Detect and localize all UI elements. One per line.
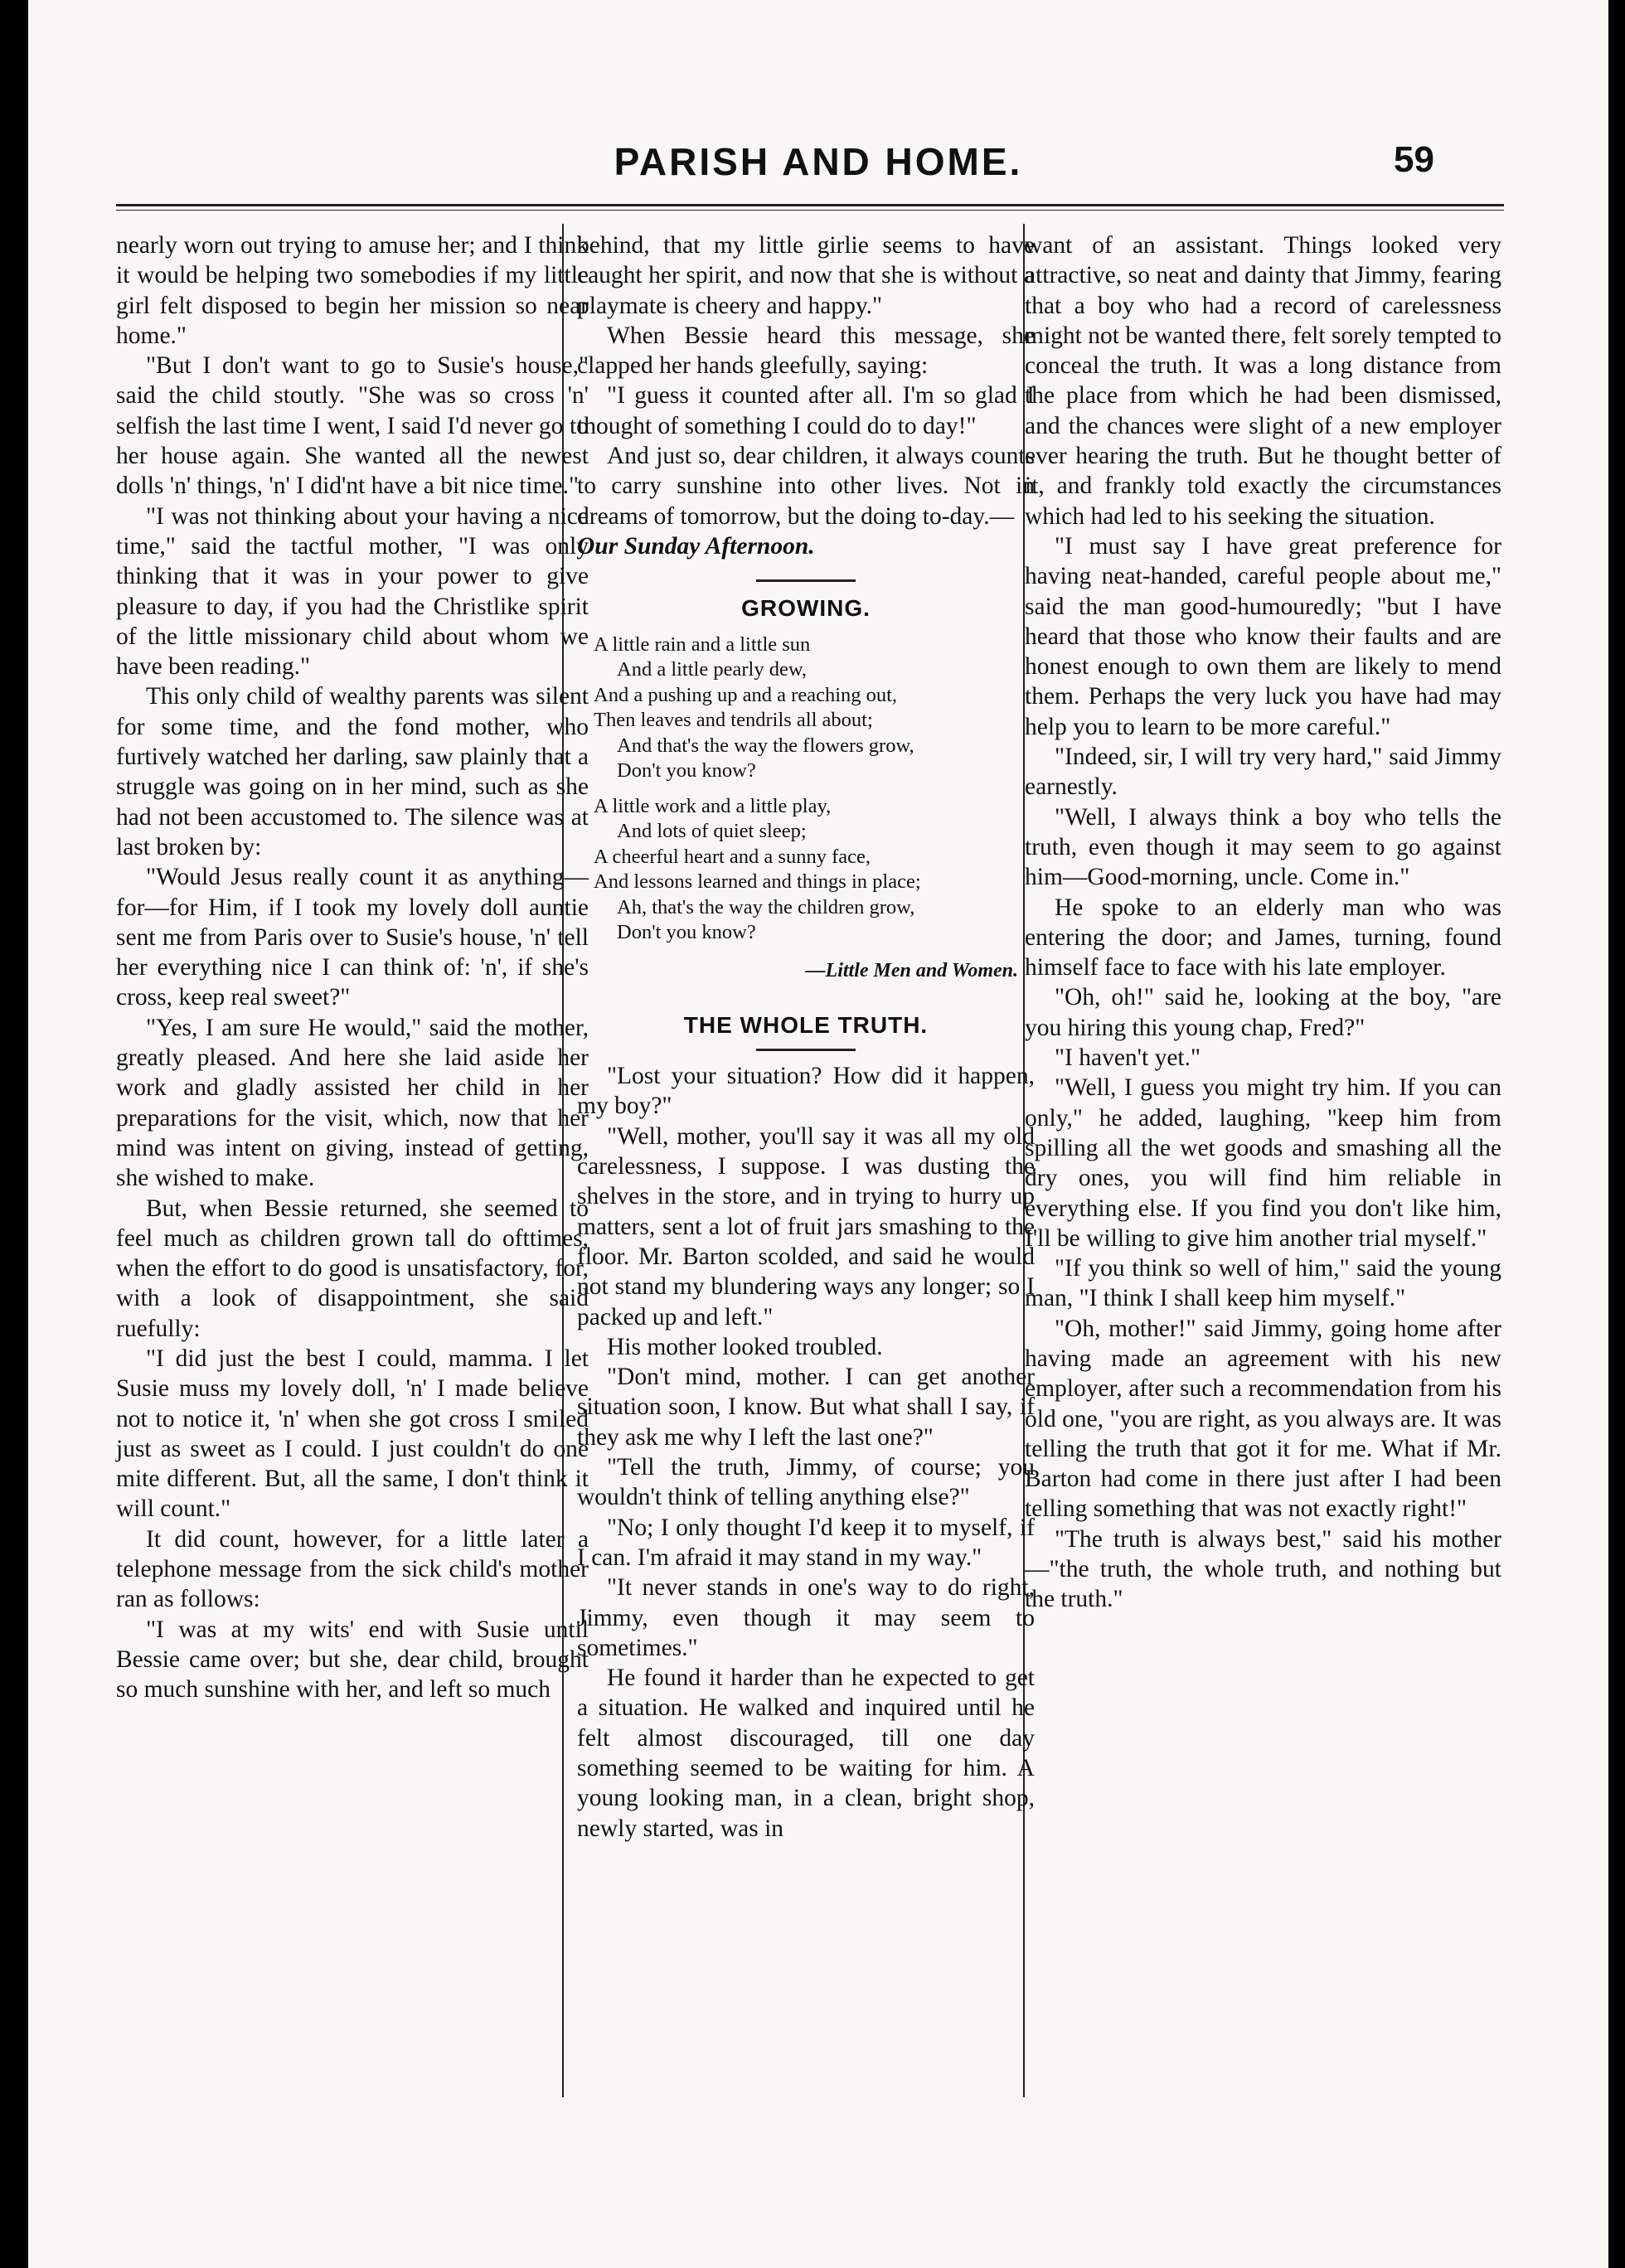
paragraph: "The truth is always best," said his mother—"the truth, the whole truth, and nothing but the truth." <box>1025 1525 1501 1613</box>
poem-line: Then leaves and tendrils all about; <box>594 709 873 732</box>
paragraph: "I was not thinking about your having a nice time," said the tactful mother, "I was only thinking that it was in your power to give pleasure to day, if you had the Christlike spirit of the little missionary child about whom we have been reading." <box>116 502 589 681</box>
poem-line: A cheerful heart and a sunny face, <box>594 845 871 868</box>
paragraph: It did count, however, for a little later a telephone message from the sick child's mother ran as follows: <box>116 1525 589 1613</box>
paragraph: "I was at my wits' end with Susie until Bessie came over; but she, dear child, brought so much sunshine with her, and left so much <box>116 1616 589 1703</box>
poem-line: Don't you know? <box>617 921 756 944</box>
paragraph: "Yes, I am sure He would," said the mother, greatly pleased. And here she laid aside her work and gladly assisted her child in her preparations for the visit, which, now that her mind was intent on giving, instead of getting, she wished to make. <box>116 1014 589 1192</box>
paragraph: "Well, I guess you might try him. If you can only," he added, laughing, "keep him from spilling all the wet goods and smashing all the dry ones, you will find him reliable in everything else. If you find you don't like him, I'll be willing to give him another trial myself." <box>1025 1074 1501 1252</box>
poem-line: A little work and a little play, <box>594 794 832 817</box>
paragraph: "I guess it counted after all. I'm so glad I thought of something I could do to day!" <box>577 382 1035 439</box>
poem-stanza <box>594 632 1035 784</box>
page-header-title: PARISH AND HOME. <box>614 140 1023 183</box>
poem-line: And a little pearly dew, <box>617 658 808 681</box>
paragraph: "I must say I have great preference for having neat-handed, careful people about me," said the man good-humouredly; "but I have heard that those who know their faults and are honest enough to own them are likely to mend them. Perhaps the very luck you have had may help you to learn to be more careful." <box>1025 532 1501 740</box>
column-3 <box>1025 230 1501 1615</box>
poem-line: A little rain and a little sun <box>594 632 811 656</box>
poem-line: And lessons learned and things in place; <box>594 870 921 894</box>
page-number: 59 <box>1394 139 1434 180</box>
paragraph: "Oh, mother!" said Jimmy, going home after having made an agreement with his new employer, after such a recommendation from his old one, "you are right, as you always are. It was telling the truth that got it for me. What if Mr. Barton had come in there just after I had been telling something that was not exactly right!" <box>1025 1315 1501 1523</box>
paragraph: "But I don't want to go to Susie's house," said the child stoutly. "She was so cross 'n' selfish the last time I went, I said I'd never go to her house again. She wanted all the newest dolls 'n' things, 'n' I did'nt have a bit nice time." <box>116 352 589 500</box>
paragraph: "It never stands in one's way to do right, Jimmy, even though it may seem to sometimes." <box>577 1574 1035 1661</box>
paragraph: "Would Jesus really count it as anything—for—for Him, if I took my lovely doll auntie sent me from Paris over to Susie's house, 'n' tell her everything nice I can think of: 'n', if she's cross, keep real sweet?" <box>116 864 589 1011</box>
header-rule-thin <box>116 210 1504 211</box>
paragraph: "Well, mother, you'll say it was all my old carelessness, I suppose. I was dusting the shelves in the store, and in trying to hurry up matters, sent a lot of fruit jars smashing to the floor. Mr. Barton scolded, and said he would not stand my blundering ways any longer; so I packed up and left." <box>577 1122 1035 1330</box>
source-credit: Our Sunday Afternoon. <box>577 532 815 560</box>
paragraph: He found it harder than he expected to get a situation. He walked and inquired until he felt almost discouraged, till one day something seemed to be waiting for him. A young looking man, in a clean, bright shop, newly started, was in <box>577 1665 1035 1842</box>
paragraph: "Lost your situation? How did it happen, my boy?" <box>577 1063 1035 1120</box>
poem-attribution: —Little Men and Women. <box>805 959 1018 981</box>
paragraph: His mother looked troubled. <box>607 1333 883 1360</box>
paragraph: "I haven't yet." <box>1055 1044 1201 1072</box>
paragraph: want of an assistant. Things looked very attractive, so neat and dainty that Jimmy, fearing that a boy who had a record of carelessness might not be wanted there, felt sorely tempted to conceal the truth. It was a long distance from the place from which he had been dismissed, and the chances were slight of a new employer ever hearing the truth. But he thought better of it, and frankly told exactly the circumstances which had led to his seeking the situation. <box>1025 232 1501 530</box>
story-title: THE WHOLE TRUTH. <box>683 1011 929 1038</box>
poem-stanza <box>594 794 1035 946</box>
paragraph: "No; I only thought I'd keep it to myself, if I can. I'm afraid it may stand in my way." <box>577 1514 1035 1571</box>
paragraph: And just so, dear children, it always counts to carry sunshine into other lives. Not in dreams of tomorrow, but the doing to-day.— <box>577 443 1035 530</box>
column-2 <box>577 230 1035 1844</box>
section-rule <box>756 579 856 582</box>
paragraph: When Bessie heard this message, she clapped her hands gleefully, saying: <box>577 322 1035 380</box>
poem-line: Don't you know? <box>617 759 756 783</box>
running-header <box>28 139 1608 197</box>
paragraph: behind, that my little girlie seems to have caught her spirit, and now that she is without a playmate is cheery and happy." <box>577 232 1035 319</box>
column-1 <box>116 230 589 1705</box>
poem-line: And that's the way the flowers grow, <box>617 734 914 757</box>
paragraph: "I did just the best I could, mamma. I let Susie muss my lovely doll, 'n' I made believe not to notice it, 'n' when she got cross I smiled just as sweet as I could. I just couldn't do one mite different. But, all the same, I don't think it will count." <box>116 1345 589 1523</box>
paragraph: But, when Bessie returned, she seemed to feel much as children grown tall do ofttimes, when the effort to do good is unsatisfactory, for, with a look of disappointment, she said ruefully: <box>116 1195 589 1342</box>
section-rule <box>756 1049 856 1051</box>
paragraph: He spoke to an elderly man who was entering the door; and James, turning, found himself face to face with his late employer. <box>1025 894 1501 981</box>
paragraph: nearly worn out trying to amuse her; and I think it would be helping two somebodies if my little girl felt disposed to begin her mission so near home." <box>116 232 589 349</box>
paragraph: "If you think so well of him," said the young man, "I think I shall keep him myself." <box>1025 1255 1501 1312</box>
paragraph: "Indeed, sir, I will try very hard," said Jimmy earnestly. <box>1025 744 1501 801</box>
scan-border-left <box>0 0 28 2268</box>
poem-title: GROWING. <box>741 595 871 622</box>
paragraph: "Oh, oh!" said he, looking at the boy, "are you hiring this young chap, Fred?" <box>1025 984 1501 1041</box>
scan-border-right <box>1608 0 1625 2268</box>
poem-line: And lots of quiet sleep; <box>617 820 807 843</box>
header-rule <box>116 204 1504 206</box>
page <box>28 0 1608 2268</box>
paragraph: "Tell the truth, Jimmy, of course; you wouldn't think of telling anything else?" <box>577 1454 1035 1511</box>
paragraph: "Well, I always think a boy who tells the truth, even though it may seem to go against him—Good-morning, uncle. Come in." <box>1025 803 1501 891</box>
paragraph: "Don't mind, mother. I can get another situation soon, I know. But what shall I say, if they ask me why I left the last one?" <box>577 1364 1035 1451</box>
paragraph: This only child of wealthy parents was silent for some time, and the fond mother, who furtively watched her darling, saw plainly that a struggle was going on in her mind, such as she had not been accustomed to. The silence was at last broken by: <box>116 683 589 860</box>
poem-line: And a pushing up and a reaching out, <box>594 683 898 706</box>
poem-line: Ah, that's the way the children grow, <box>617 895 915 918</box>
